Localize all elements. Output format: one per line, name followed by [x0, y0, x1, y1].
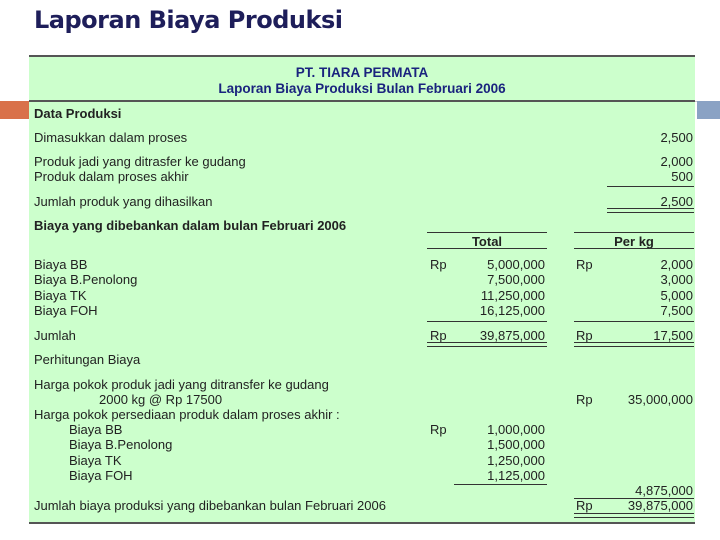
- currency-label: Rp: [576, 392, 593, 407]
- cost-row-total: 7,500,000: [487, 272, 545, 287]
- wip-row-label: Biaya BB: [69, 422, 123, 437]
- cost-row-total: 5,000,000: [487, 257, 545, 272]
- calc-line: 2000 kg @ Rp 17500: [99, 392, 223, 407]
- prod-row-value: 500: [671, 169, 693, 184]
- total-double-rule: [574, 342, 694, 347]
- calc-line: Harga pokok persediaan produk dalam proses akhir :: [34, 407, 340, 422]
- prod-row-label: Produk dalam proses akhir: [34, 169, 189, 184]
- jumlah-label: Jumlah: [34, 328, 76, 343]
- wip-row-label: Biaya TK: [69, 453, 122, 468]
- column-rule: [427, 248, 547, 249]
- cost-row-perkg: 3,000: [660, 272, 693, 287]
- biaya-heading: Biaya yang dibebankan dalam bulan Februari 2006: [34, 218, 347, 233]
- final-total-label: Jumlah biaya produksi yang dibebankan bulan Februari 2006: [34, 498, 386, 513]
- report-subtitle: Laporan Biaya Produksi Bulan Februari 2006: [218, 81, 506, 96]
- cost-row-perkg: 5,000: [660, 288, 693, 303]
- prod-total-value: 2,500: [660, 194, 693, 209]
- cost-row-perkg: 2,000: [660, 257, 693, 272]
- prod-row-label: Dimasukkan dalam proses: [34, 130, 188, 145]
- subtotal-rule: [607, 186, 694, 187]
- data-produksi-heading: Data Produksi: [34, 106, 122, 121]
- header-rule: [29, 100, 695, 102]
- total-double-rule: [574, 513, 694, 518]
- cost-row-label: Biaya TK: [34, 288, 87, 303]
- cost-row-label: Biaya B.Penolong: [34, 272, 138, 287]
- column-rule: [574, 321, 694, 322]
- wip-row-label: Biaya FOH: [69, 468, 133, 483]
- currency-label: Rp: [430, 422, 447, 437]
- accent-blue-block: [697, 101, 720, 119]
- prod-row-value: 2,000: [660, 154, 693, 169]
- cost-row-label: Biaya BB: [34, 257, 88, 272]
- jumlah-total: 39,875,000: [479, 328, 545, 343]
- currency-label: Rp: [576, 498, 593, 513]
- calc-line: Harga pokok produk jadi yang ditransfer ke gudang: [34, 377, 329, 392]
- cost-row-total: 11,250,000: [480, 288, 545, 303]
- prod-row-label: Produk jadi yang ditrasfer ke gudang: [34, 154, 246, 169]
- perhitungan-heading: Perhitungan Biaya: [34, 352, 141, 367]
- slide-title: Laporan Biaya Produksi: [34, 6, 343, 34]
- company-name: PT. TIARA PERMATA: [295, 65, 429, 80]
- wip-row-value: 1,000,000: [487, 422, 545, 437]
- total-double-rule: [427, 342, 547, 347]
- cost-row-total: 16,125,000: [479, 303, 545, 318]
- wip-row-label: Biaya B.Penolong: [69, 437, 173, 452]
- wip-row-value: 1,125,000: [487, 468, 545, 483]
- wip-row-value: 1,250,000: [487, 453, 545, 468]
- accent-orange-block: [0, 101, 30, 119]
- wip-total-value: 4,875,000: [635, 483, 693, 498]
- final-total-value: 39,875,000: [627, 498, 693, 513]
- currency-label: Rp: [576, 328, 593, 343]
- prod-row-value: 2,500: [660, 130, 693, 145]
- production-cost-report: [29, 55, 695, 524]
- finished-goods-value: 35,000,000: [627, 392, 693, 407]
- currency-label: Rp: [430, 328, 447, 343]
- subtotal-rule: [454, 484, 547, 485]
- wip-row-value: 1,500,000: [487, 437, 545, 452]
- prod-total-label: Jumlah produk yang dihasilkan: [34, 194, 213, 209]
- cost-row-label: Biaya FOH: [34, 303, 98, 318]
- currency-label: Rp: [430, 257, 447, 272]
- total-double-rule: [607, 208, 694, 213]
- column-rule: [427, 321, 547, 322]
- col-header-perkg: Per kg: [614, 234, 654, 249]
- jumlah-perkg: 17,500: [653, 328, 693, 343]
- column-rule: [574, 232, 694, 233]
- col-header-total: Total: [471, 234, 503, 249]
- column-rule: [574, 248, 694, 249]
- column-rule: [427, 232, 547, 233]
- cost-row-perkg: 7,500: [660, 303, 693, 318]
- currency-label: Rp: [576, 257, 593, 272]
